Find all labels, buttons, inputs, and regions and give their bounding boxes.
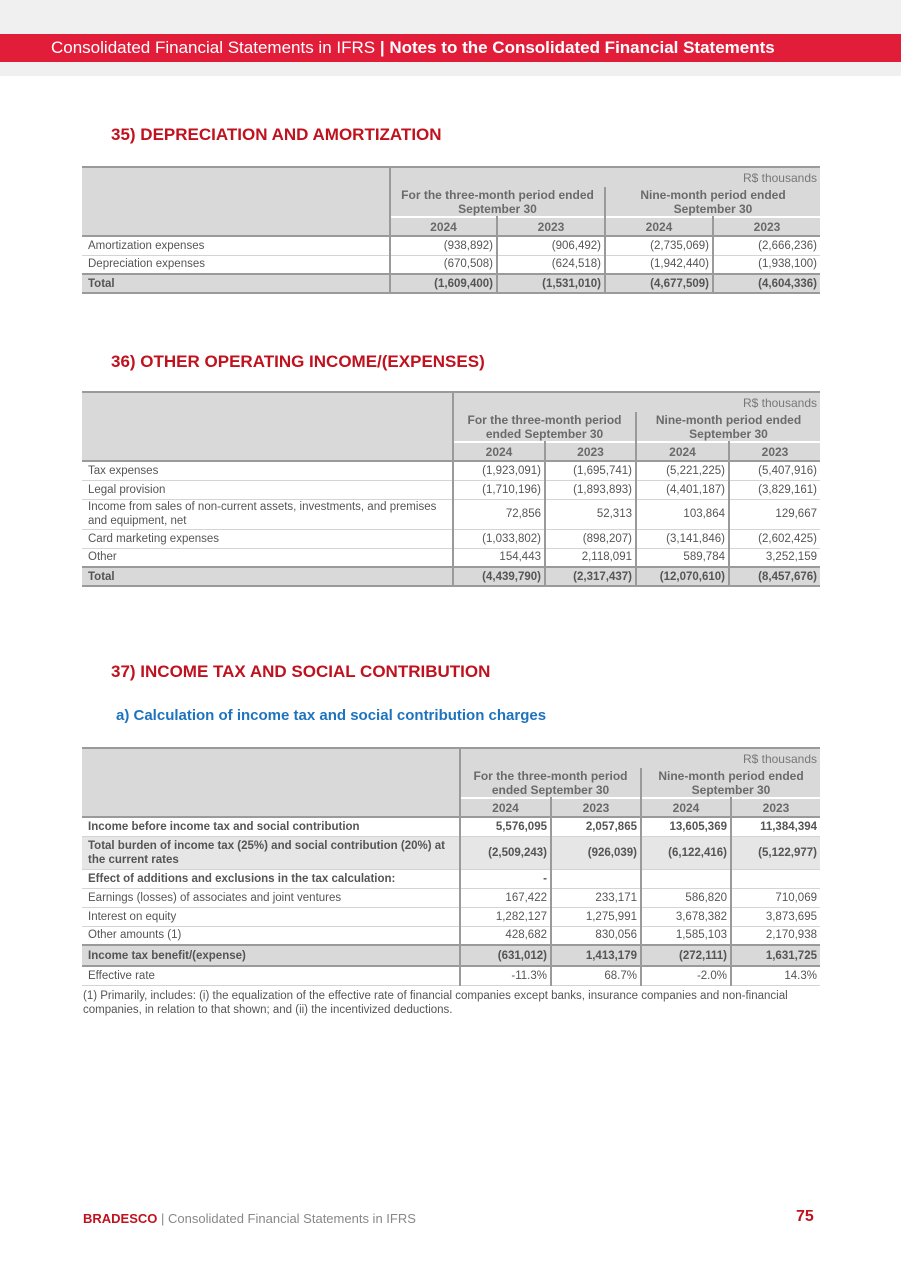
row-value: (2,735,069) bbox=[605, 236, 713, 255]
total-value: (631,012) bbox=[460, 945, 551, 966]
total-value: (4,439,790) bbox=[453, 567, 545, 586]
total-value: (1,531,010) bbox=[497, 274, 605, 293]
row-label: Amortization expenses bbox=[82, 236, 390, 255]
row-label: Effective rate bbox=[82, 966, 460, 985]
row-value: 167,422 bbox=[460, 888, 551, 907]
row-value: 3,873,695 bbox=[731, 907, 820, 926]
year-header: 2024 bbox=[641, 798, 731, 817]
row-value: (3,829,161) bbox=[729, 480, 820, 499]
row-value: 3,252,159 bbox=[729, 548, 820, 567]
row-value: (4,401,187) bbox=[636, 480, 729, 499]
total-row bbox=[82, 945, 820, 966]
footer-divider: | bbox=[161, 1211, 165, 1226]
row-value: 586,820 bbox=[641, 888, 731, 907]
row-value: 830,056 bbox=[551, 926, 641, 945]
total-label: Total bbox=[82, 274, 390, 293]
period-nine-header: Nine-month period ended September 30 bbox=[641, 768, 820, 798]
row-value: 710,069 bbox=[731, 888, 820, 907]
period-nine-header: Nine-month period ended September 30 bbox=[605, 187, 820, 217]
row-value: 14.3% bbox=[731, 966, 820, 985]
period-nine-header: Nine-month period ended September 30 bbox=[636, 412, 820, 442]
row-value: (6,122,416) bbox=[641, 836, 731, 869]
row-value: 2,118,091 bbox=[545, 548, 636, 567]
header-blank-cell bbox=[82, 748, 460, 817]
row-label: Card marketing expenses bbox=[82, 529, 453, 548]
unit-label: R$ thousands bbox=[453, 392, 820, 412]
period-three-header: For the three-month period ended September 30 bbox=[453, 412, 636, 442]
year-header: 2023 bbox=[731, 798, 820, 817]
row-label: Other amounts (1) bbox=[82, 926, 460, 945]
row-label: Other bbox=[82, 548, 453, 567]
row-value bbox=[641, 869, 731, 888]
depreciation-table bbox=[82, 166, 820, 294]
row-value: 103,864 bbox=[636, 499, 729, 529]
table-row bbox=[82, 907, 820, 926]
header-blank-cell bbox=[82, 392, 453, 461]
row-value: 2,170,938 bbox=[731, 926, 820, 945]
period-three-header: For the three-month period ended September 30 bbox=[390, 187, 605, 217]
row-value: (926,039) bbox=[551, 836, 641, 869]
page-number: 75 bbox=[796, 1208, 814, 1225]
table-row bbox=[82, 888, 820, 907]
row-value: (624,518) bbox=[497, 255, 605, 274]
footer-brand: BRADESCO bbox=[83, 1211, 158, 1226]
total-value: (8,457,676) bbox=[729, 567, 820, 586]
unit-label: R$ thousands bbox=[390, 167, 820, 187]
row-value: - bbox=[460, 869, 551, 888]
row-label: Interest on equity bbox=[82, 907, 460, 926]
footnote: (1) Primarily, includes: (i) the equalization of the effective rate of financial companies except banks, insurance companies and non-financial companies, in relation to that shown; and (ii) the incentivized deductions. bbox=[83, 990, 788, 1016]
row-value: (5,407,916) bbox=[729, 461, 820, 480]
row-value: 2,057,865 bbox=[551, 817, 641, 836]
row-value: (1,923,091) bbox=[453, 461, 545, 480]
row-value: 589,784 bbox=[636, 548, 729, 567]
header-section-title: Notes to the Consolidated Financial Statements bbox=[389, 38, 775, 57]
year-header: 2024 bbox=[390, 217, 497, 236]
table-row bbox=[82, 966, 820, 985]
row-value: 129,667 bbox=[729, 499, 820, 529]
row-value: (1,710,196) bbox=[453, 480, 545, 499]
row-value: (5,122,977) bbox=[731, 836, 820, 869]
row-label: Total burden of income tax (25%) and social contribution (20%) at the current rates bbox=[82, 836, 460, 869]
total-row bbox=[82, 274, 820, 293]
total-label: Income tax benefit/(expense) bbox=[82, 945, 460, 966]
row-label: Legal provision bbox=[82, 480, 453, 499]
total-value: (12,070,610) bbox=[636, 567, 729, 586]
total-value: (272,111) bbox=[641, 945, 731, 966]
row-value bbox=[551, 869, 641, 888]
table-row bbox=[82, 236, 820, 255]
row-value: (3,141,846) bbox=[636, 529, 729, 548]
table-row bbox=[82, 926, 820, 945]
row-label: Income from sales of non-current assets, investments, and premises and equipment, net bbox=[82, 499, 453, 529]
row-value: 233,171 bbox=[551, 888, 641, 907]
row-label: Tax expenses bbox=[82, 461, 453, 480]
row-value: (2,602,425) bbox=[729, 529, 820, 548]
total-value: (4,604,336) bbox=[713, 274, 820, 293]
table-row bbox=[82, 461, 820, 480]
page-header bbox=[0, 34, 901, 62]
row-value: 72,856 bbox=[453, 499, 545, 529]
row-value: (2,509,243) bbox=[460, 836, 551, 869]
row-value: (1,938,100) bbox=[713, 255, 820, 274]
row-label: Effect of additions and exclusions in the tax calculation: bbox=[82, 869, 460, 888]
year-header: 2024 bbox=[605, 217, 713, 236]
year-header: 2024 bbox=[460, 798, 551, 817]
year-header: 2024 bbox=[453, 442, 545, 461]
row-value: 1,282,127 bbox=[460, 907, 551, 926]
row-value: (906,492) bbox=[497, 236, 605, 255]
header-blank-cell bbox=[82, 167, 390, 236]
section-36-title: 36) OTHER OPERATING INCOME/(EXPENSES) bbox=[111, 352, 485, 371]
table-row bbox=[82, 499, 820, 529]
row-value: 11,384,394 bbox=[731, 817, 820, 836]
header-divider: | bbox=[379, 38, 385, 57]
total-value: 1,631,725 bbox=[731, 945, 820, 966]
row-value: 154,443 bbox=[453, 548, 545, 567]
period-three-header: For the three-month period ended September 30 bbox=[460, 768, 641, 798]
year-header: 2023 bbox=[713, 217, 820, 236]
row-value: 13,605,369 bbox=[641, 817, 731, 836]
total-row bbox=[82, 567, 820, 586]
section-37-title: 37) INCOME TAX AND SOCIAL CONTRIBUTION bbox=[111, 662, 491, 681]
row-label: Earnings (losses) of associates and joint ventures bbox=[82, 888, 460, 907]
row-value: (938,892) bbox=[390, 236, 497, 255]
table-row bbox=[82, 548, 820, 567]
total-value: (2,317,437) bbox=[545, 567, 636, 586]
other-operating-table bbox=[82, 391, 820, 587]
table-row bbox=[82, 836, 820, 869]
row-label: Income before income tax and social contribution bbox=[82, 817, 460, 836]
table-row bbox=[82, 255, 820, 274]
row-value: 52,313 bbox=[545, 499, 636, 529]
row-value: (5,221,225) bbox=[636, 461, 729, 480]
table-row bbox=[82, 817, 820, 836]
row-value: 5,576,095 bbox=[460, 817, 551, 836]
row-value: 1,275,991 bbox=[551, 907, 641, 926]
total-value: (1,609,400) bbox=[390, 274, 497, 293]
row-value bbox=[731, 869, 820, 888]
year-header: 2023 bbox=[729, 442, 820, 461]
footer-doc-title: Consolidated Financial Statements in IFRS bbox=[168, 1211, 416, 1226]
year-header: 2024 bbox=[636, 442, 729, 461]
row-value: 68.7% bbox=[551, 966, 641, 985]
row-value: (1,893,893) bbox=[545, 480, 636, 499]
year-header: 2023 bbox=[545, 442, 636, 461]
total-value: 1,413,179 bbox=[551, 945, 641, 966]
year-header: 2023 bbox=[551, 798, 641, 817]
row-value: 428,682 bbox=[460, 926, 551, 945]
row-value: (1,695,741) bbox=[545, 461, 636, 480]
row-value: (1,033,802) bbox=[453, 529, 545, 548]
row-value: 1,585,103 bbox=[641, 926, 731, 945]
row-value: (2,666,236) bbox=[713, 236, 820, 255]
unit-label: R$ thousands bbox=[460, 748, 820, 768]
table-row bbox=[82, 869, 820, 888]
total-value: (4,677,509) bbox=[605, 274, 713, 293]
total-label: Total bbox=[82, 567, 453, 586]
row-label: Depreciation expenses bbox=[82, 255, 390, 274]
page-footer bbox=[83, 1211, 416, 1226]
section-37a-subtitle: a) Calculation of income tax and social contribution charges bbox=[116, 707, 547, 724]
table-row bbox=[82, 529, 820, 548]
row-value: 3,678,382 bbox=[641, 907, 731, 926]
row-value: (898,207) bbox=[545, 529, 636, 548]
row-value: -11.3% bbox=[460, 966, 551, 985]
year-header: 2023 bbox=[497, 217, 605, 236]
section-35-title: 35) DEPRECIATION AND AMORTIZATION bbox=[111, 125, 442, 144]
table-row bbox=[82, 480, 820, 499]
header-doc-title: Consolidated Financial Statements in IFRS bbox=[51, 38, 376, 57]
row-value: (670,508) bbox=[390, 255, 497, 274]
row-value: -2.0% bbox=[641, 966, 731, 985]
row-value: (1,942,440) bbox=[605, 255, 713, 274]
income-tax-table bbox=[82, 747, 820, 986]
